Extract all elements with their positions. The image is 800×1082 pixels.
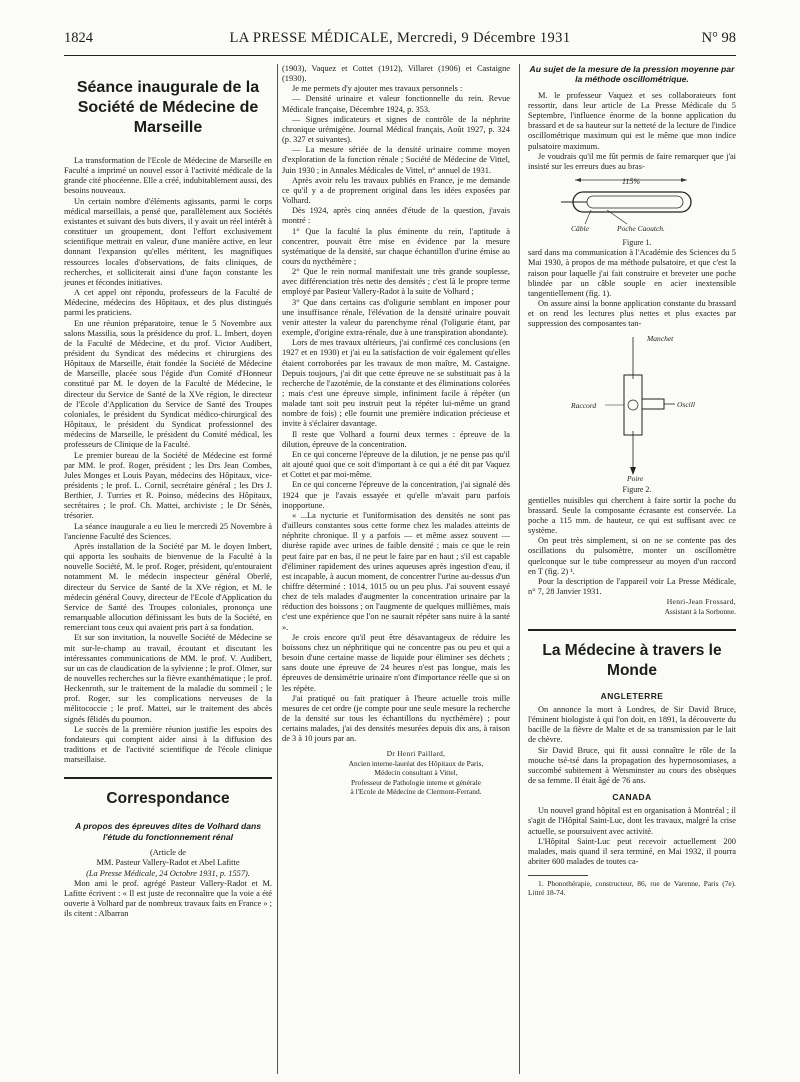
figure-1-caption: Figure 1. [622,238,652,248]
article-authors: MM. Pasteur Vallery-Radot et Abel Lafitte [96,858,240,868]
article-title-pression: Au sujet de la mesure de la pression moyenne par la méthode oscillométrique. [529,64,735,85]
paragraph: On annonce la mort à Londres, de Sir David Bruce, l'éminent biologiste à qui l'on doit, en 1891, la découverte du bacille de la fièvre de Malte et de sa transmission par le lait de chèvre. [528,704,736,745]
signature-name: Dr Henri Paillard, [386,749,446,759]
dimension-arrow-left [575,178,581,182]
paragraph: On peut très simplement, si on ne se contente pas des oscillations du pulsomètre, monter un oscillomètre quelconque sur le tube compresseur au moyen d'un raccord en T (fig. 2) ¹. [528,536,736,576]
figure-2-label-left: Raccord [571,401,597,411]
vertical-connector [624,375,642,435]
signature-line: à l'Ecole de Médecine de Clermont-Ferrand. [350,787,482,797]
reference-item: — La mesure sériée de la densité urinaire comme moyen d'exploration de la fonction rénale ; Société de Médecine de Vittel, Juin 1930 ; in Annales Médicales de Vittel, n° annuel de 1931. [282,145,510,175]
paragraph: En une réunion préparatoire, tenue le 5 Novembre aux salons Massilia, sous la présidence du prof. L. Imbert, doyen de la Faculté de Médecine, et du prof. Victor Audibert, président du Syndicat des médecins et chirurgiens des Hôpitaux de Marseille, était fondée la Société de Médecine de Marseille, placée sous l'égide d'un Comité d'Honneur constitué par M. le doyen de la Faculté de Médecine, le directeur du Service de Santé de la XVe région, le directeur de l'Ecole d'Application du Service de Santé des Troupes coloniales, le président du Syndicat médico-chirurgical des Hôpitaux, le président du Syndicat professionnel des médecins de Marseille, le président du Comité médical, les professeurs de Clinique de la Faculté. [64,318,272,450]
paragraph: Sir David Bruce, qui fit aussi connaître le rôle de la mouche tsé-tsé dans la propagation des hypernosomiases, a succombé subitement à Wetsminster au cours des obsèques de sa femme. Il était âgé de 76 ans. [528,745,736,785]
paragraph: 2° Que le rein normal manifestait une très grande souplesse, avec différenciation très nette des densités ; c'est là le propre terme employé par Pasteur Vallery-Radot à la suite de Volhard ; [282,267,510,297]
paragraph: Je voudrais qu'il me fût permis de faire remarquer que j'ai insisté sur les erreurs dues au bras- [528,151,736,171]
section-title-world: La Médecine à travers le Monde [542,641,722,679]
paragraph: La transformation de l'Ecole de Médecine de Marseille en Faculté a imprimé un nouvel essor à l'activité médicale de la grande cité phocéenne. Elle a créé, indubitablement aussi, des besoins nouveaux. [64,156,272,196]
figure-2-label-right: Oscill [677,400,695,410]
paragraph: Mon ami le prof. agrégé Pasteur Vallery-Radot et M. Lafitte écrivent : « Il est juste de reconnaître que la voie a été ouverte à Volhard par de nombreux travaux faits en France » ; ils citent : Albarran [64,878,272,919]
paragraph: La séance inaugurale a eu lieu le mercredi 25 Novembre à l'ancienne Faculté des Sciences. [64,521,272,541]
paragraph: Après installation de la Société par M. le doyen Imbert, qui apporta les souhaits de bienvenue de la Faculté à la nouvelle Société, M. le prof. Roger, président, qu'entouraient notamment M. le médecin inspecteur général Oberlé, directeur du Service de Santé de la XVe région, et M. le médecin général Couvy, directeur de l'Ecole d'Application du Service de Santé des Troupes coloniales, prononça une remarquable allocution définissant les buts de la Société, en remerciant tous ceux qui avaient pris part à sa fondation. [64,541,272,633]
country-heading-canada: CANADA [612,792,652,803]
country-heading-angleterre: ANGLETERRE [600,690,664,701]
paragraph: sard dans ma communication à l'Académie des Sciences du 5 Mai 1930, à propos de ma méthode pulsatoire, et que c'est la raison pour laquelle j'ai fait construire et breveter une poche blindée par un câble souple en acier inextensible tangentiellement (fig. 1). [528,248,736,298]
figure-1-brassard-diagram [547,174,717,236]
column-divider-1 [277,64,278,1074]
article-title-seance: Séance inaugurale de la Société de Médecine de Marseille [76,79,260,136]
article-reference: (Article de [149,848,187,858]
reference-item: — Densité urinaire et valeur fonctionnelle du rein. Revue Médicale française, Décembre 1924, p. 353. [282,94,510,114]
figure-2-label-top: Manchet [647,334,674,344]
paragraph: Un certain nombre d'éléments agissants, parmi le corps médical marseillais, a pensé que, parallèlement aux Sociétés existantes et suivant des buts divers, il y avait un réel intérêt à constituer un groupement, dont l'effort exclusivement scientifique mettrait en valeur, d'une manière active, en leur donnant l'expansion qu'elles méritent, les magnifiques ressources locales d'observations, de faits cliniques, de recherches, et solliciterait ainsi d'une façon constante les jeunes et fécondes initiatives. [64,196,272,287]
signature-block [322,749,510,796]
signature-line: Professeur de Pathologie interne et générale [351,777,481,787]
paragraph: Un nouvel grand hôpital est en organisation à Montréal ; il s'agit de l'Hôpital Saint-Luc, dont les travaux, malgré la crise actuelle, se poursuivent avec activité. [528,806,736,836]
figure-2-t-connector-diagram [547,331,717,483]
paragraph: gentielles nuisibles qui cherchent à faire sortir la poche du brassard. Seule la composante écrasante est conservée. La poche a 115 mm. de hauteur, ce qui est suffisant avec ce système. [528,495,736,536]
dimension-arrow-right [681,178,687,182]
signature-line: Ancien interne-lauréat des Hôpitaux de Paris, [348,758,484,768]
issue-number: N° 98 [701,30,736,46]
quotation: « ...La nycturie et l'uniformisation des densités ne sont pas d'ailleurs constantes sous cette forme chez les malades atteints de néphrite chronique. Il y a parfois — et même assez souvent — diurèse rapide avec urines de faible densité ; mais ce que le rein peut faire par en bas, il ne peut le faire par en haut ; s'il est capable d'éliminer rapidement des urines aqueuses après ingestion d'eau, il est incapable, à aucun moment, de concentrer l'urine au-dessus d'un chiffre déterminé : 1014, 1015 ou un peu plus. J'ai souvent essayé chez de tels malades d'augmenter la concentration urinaire par la réduction des boissons ; on l'augmente de quelques millièmes, mais c'est une expérience que l'on ne saurait répéter sans nuire à la santé ». [282,510,510,632]
paragraph: 1° Que la faculté la plus éminente du rein, l'aptitude à concentrer, pouvait être mise en évidence par la mesure systématique de la densité, sur chaque échantillon d'urine émise au cours du nycthémère ; [282,226,510,266]
paragraph: J'ai pratiqué ou fait pratiquer à l'heure actuelle trois mille mesures de cet ordre (je compte pour une seule mesure la recherche de la densité sur tous les échantillons du nycthémère) ; pour certains malades, j'ai des densités mesurées depuis dix ans, à raison de 3 à 10 jours par an. [282,693,510,744]
page-header [64,30,736,52]
figure-1-label-cable: Câble [571,224,589,234]
footnote: 1. Phonothérapie, constructeur, 86, rue de Varenne, Paris (7e). Littré 18-74. [528,879,736,898]
paragraph: Le succès de la première réunion justifie les espoirs des fondateurs qui comptent aider ainsi à la diffusion des traditions et de l'activité scientifique de l'école clinique marseillaise. [64,724,272,765]
paragraph: Et sur son invitation, la nouvelle Société de Médecine se mit sur-le-champ au travail, écoutant et discutant les intéressantes communications de MM. le prof. V. Audibert, sur un cas de claudication de la sylvienne ; le prof. Olmer, sur de nouvelles recherches sur la fièvre exanthématique ; le prof. Heckenroth, sur le traitement de la maladie du sommeil ; le prof. Roger, sur les complications nerveuses de la mélitococcie ; le prof. Mattei, sur le traitement des abcès signés fêlidés du poumon. [64,633,272,724]
header-rule [64,55,736,56]
section-title-correspondance: Correspondance [106,790,230,808]
paragraph: Pour la description de l'appareil voir La Presse Médicale, n° 7, 28 Janvier 1931. [528,576,736,597]
figure-2-label-bottom: Poire [627,474,644,484]
column-1 [64,64,272,919]
paragraph: M. le professeur Vaquez et ses collaborateurs font ressortir, dans leur article de La Presse Médicale du 5 Septembre, l'influence énorme de la bonne application du brassard et de sa hauteur sur la netteté de la lecture de l'indice oscillométrique maximum qui est le même que mon indice pulsatoire maximum. [528,90,736,151]
paragraph: Après avoir relu les travaux publiés en France, je me demande ce qu'il y a de proprement original dans les idées exposées par Volhard. [282,175,510,206]
paragraph: On assure ainsi la bonne application constante du brassard et on rend les lectures plus nettes et plus exactes par suppression des composantes tan- [528,299,736,329]
paragraph: En ce qui concerne l'épreuve de la dilution, je ne pense pas qu'il ait ajouté quoi que ce soit d'important à ce qui a été dit par Vaquez et Cottet et par moi-même. [282,449,510,480]
paragraph: En ce qui concerne l'épreuve de la concentration, j'ai signalé dès 1924 que je l'avais essayée et qu'elle m'avait paru parfois inopportune. [282,480,510,510]
paragraph: Lors de mes travaux ultérieurs, j'ai confirmé ces conclusions (en 1927 et en 1930) et j'ai eu la satisfaction de voir également qu'elles étaient corroborées par les travaux de mon maître, M. Castaigne. Depuis toujours, j'ai dit que cette épreuve ne se substituait pas à la recherche de l'azotémie, de la constante et des éliminations colorées ; mais c'est une épreuve simple, infiniment facile à répéter (un malade tant soit peu instruit peut la répéter lui-même un grand nombre de fois) ; elle fournit une première indication précieuse et invite à s'éclairer davantage. [282,338,510,429]
paragraph: Je me permets d'y ajouter mes travaux personnels : [292,84,463,94]
figure-1-label-poche: Poche Caoutch. [617,224,665,234]
correspondance-subhead: A propos des épreuves dites de Volhard dans l'étude du fonctionnement rénal [74,821,262,842]
reference-item: — Signes indicateurs et signes de contrôle de la néphrite chronique urémigène. Journal Médical français, Août 1927, p. 324 (p. 327 et suivantes). [282,114,510,145]
paragraph: Dès 1924, après cinq années d'étude de la question, j'avais montré : [282,206,510,226]
section-rule [528,629,736,631]
inner-pocket [587,196,683,208]
section-rule [64,777,272,779]
article-source: (La Presse Médicale, 24 Octobre 1931, p. 1557). [86,868,250,878]
page-number: 1824 [64,30,93,46]
signature-title: Assistant à la Sorbonne. [664,607,736,617]
signature-name: Henri-Jean Frossard, [666,597,736,607]
paragraph: A cet appel ont répondu, professeurs de la Faculté de Médecine, médecins des Hôpitaux, et des plus distingués parmi les praticiens. [64,288,272,318]
paragraph: L'Hôpital Saint-Luc peut recevoir actuellement 200 malades, mais quand il sera terminé, en Mai 1932, il pourra abriter 600 malades de toutes ca- [528,836,736,867]
column-divider-2 [519,64,520,1074]
column-3 [528,64,736,898]
paragraph: (1903), Vaquez et Cottet (1912), Villaret (1906) et Castaigne (1930). [282,64,510,84]
signature-line: Médecin consultant à Vittel, [374,768,458,778]
figure-1-dimension-label: 115% [621,177,641,187]
cuff-outline [573,192,691,212]
footnote-rule [528,875,588,876]
paragraph: Il reste que Volhard a fourni deux termes : épreuve de la dilution, épreuve de la concentration. [282,429,510,449]
side-branch [642,399,664,409]
paragraph: Je crois encore qu'il peut être désavantageux de réduire les boissons chez un néphritique qui ne concentre pas ou peu et qui a besoin d'une certaine masse de liquide pour éliminer ses déchets ; sans doute une épreuve de 24 heures n'est pas longue, mais les épreuves de densimétrie urinaire n'ont d'importance réelle que si on les répète. [282,632,510,693]
paragraph: Le premier bureau de la Société de Médecine est formé par MM. le prof. Roger, président ; les Drs Jean Combes, Jules Monges et Louis Payan, médecins des Hôpitaux, vice-présidents ; le prof. L. Cornil, secrétaire général ; les Drs J. Berthier, J. Turries et R. Poinso, médecins des Hôpitaux, secrétaires ; le prof. Ch. Mattei, archiviste ; le Dr Sénès, trésorier. [64,450,272,521]
figure-2-caption: Figure 2. [622,485,652,495]
t-junction [628,400,638,410]
column-2 [282,64,510,797]
paragraph: 3° Que dans certains cas d'oligurie semblant en imposer pour une insuffisance rénale, l'élévation de la densité urinaire pouvait venir attester la valeur du parenchyme rénal (l'oligurie étant, par exemple, d'origine extra-rénale, due à une transpiration abondante). [282,297,510,338]
journal-title: LA PRESSE MÉDICALE, Mercredi, 9 Décembre 1931 [229,30,571,46]
